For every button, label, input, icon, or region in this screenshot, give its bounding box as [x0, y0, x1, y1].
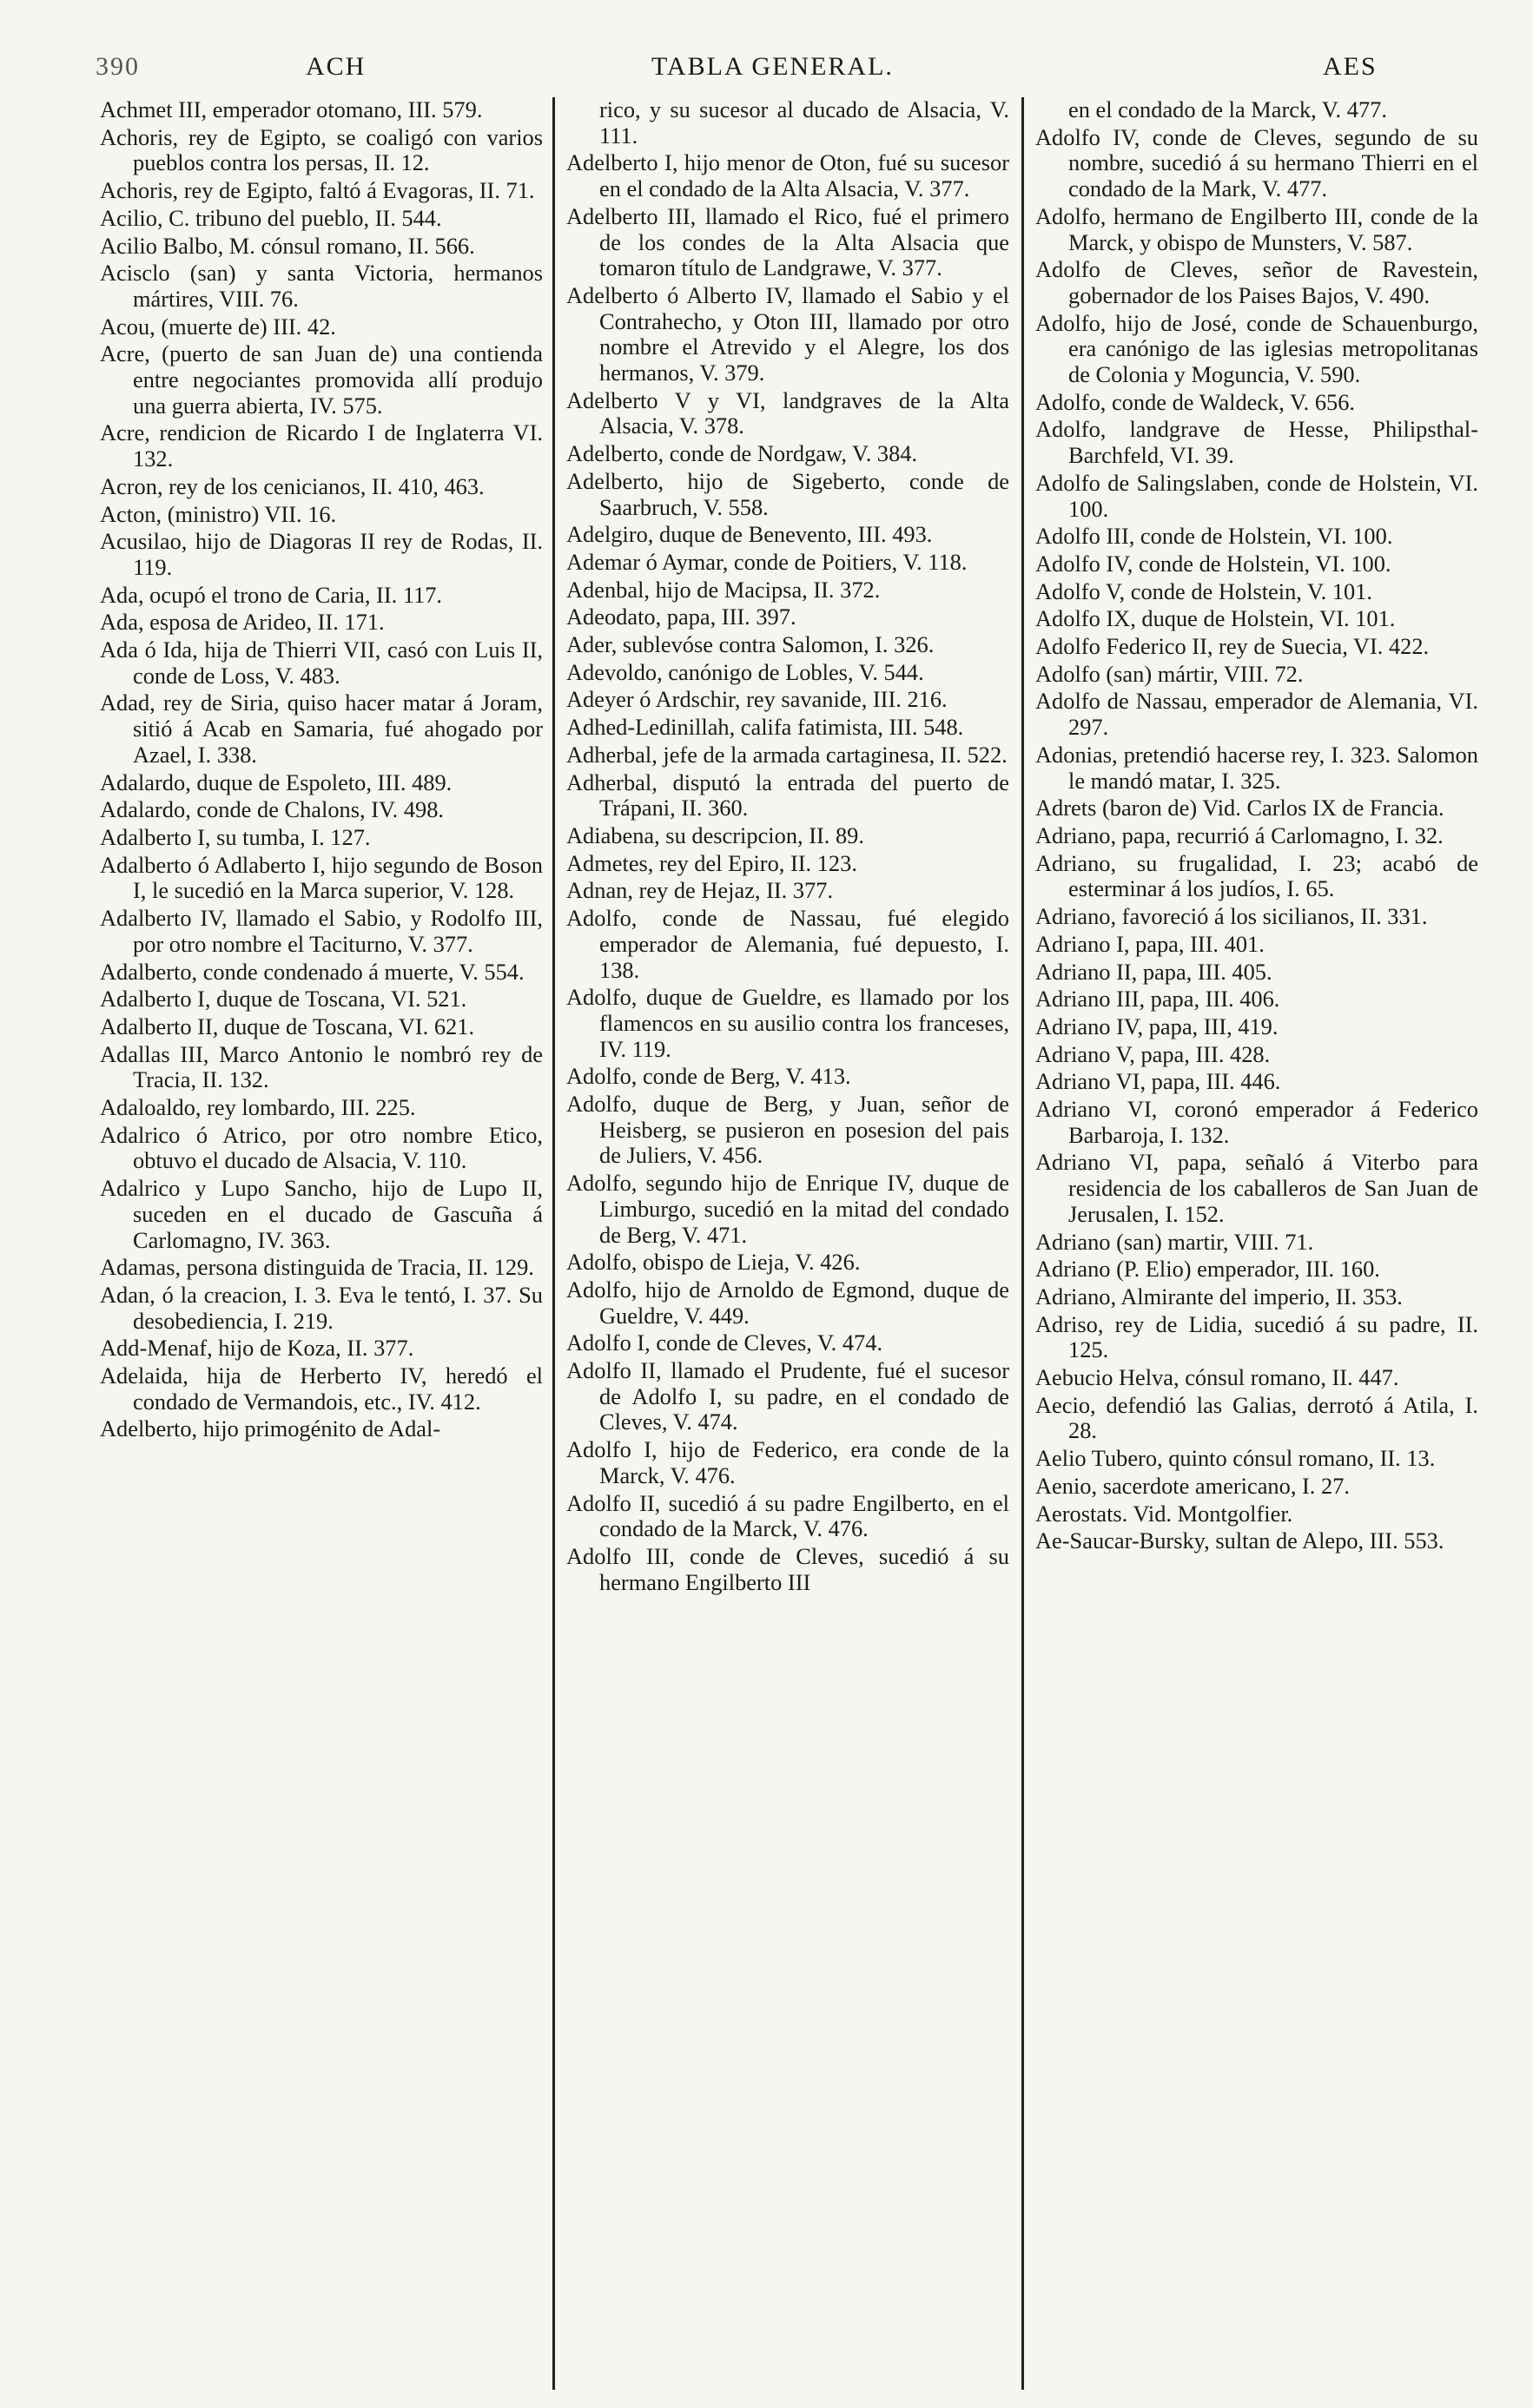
index-entry: Adolfo (san) mártir, VIII. 72. — [1035, 660, 1304, 687]
index-entry: Adriano III, papa, III. 406. — [1035, 986, 1280, 1013]
index-entry: Adriano V, papa, III. 428. — [1035, 1040, 1271, 1067]
index-entry: Achmet III, emperador otomano, III. 579. — [100, 96, 483, 122]
page-header — [96, 52, 1477, 96]
index-entry: Adrets (baron de) Vid. Carlos IX de Francia. — [1035, 795, 1444, 821]
index-entry: Adriano, su frugalidad, I. 23; acabó de esterminar á los judíos, I. 65. — [1035, 849, 1478, 902]
index-column-3 — [1035, 97, 1478, 1556]
column-divider — [552, 97, 555, 2390]
index-entry: Adolfo, hijo de José, conde de Schauenburgo, era canónigo de las iglesias metropolitanas de Colonia y Moguncia, V. 590. — [1035, 309, 1478, 388]
index-entry: Adalberto ó Adlaberto I, hijo segundo de Boson I, le sucedió en la Marca superior, V. 128. — [100, 851, 543, 904]
index-entry: Adriano, papa, recurrió á Carlomagno, I. 32. — [1035, 821, 1444, 848]
index-entry: Ada ó Ida, hija de Thierri VII, casó con Luis II, conde de Loss, V. 483. — [100, 637, 543, 689]
index-entry: Adiabena, su descripcion, II. 89. — [566, 821, 864, 848]
index-entry: Adallas III, Marco Antonio le nombró rey de Tracia, II. 132. — [100, 1040, 543, 1093]
index-entry: Adolfo I, conde de Cleves, V. 474. — [566, 1329, 883, 1356]
index-entry: Adolfo, obispo de Lieja, V. 426. — [566, 1249, 861, 1276]
index-entry: Adherbal, disputó la entrada del puerto de Trápani, II. 360. — [566, 769, 1009, 821]
index-entry: Aerostats. Vid. Montgolfier. — [1035, 1500, 1293, 1527]
index-entry: Acusilao, hijo de Diagoras II rey de Rodas, II. 119. — [100, 528, 543, 580]
index-entry: Acre, (puerto de san Juan de) una contienda entre negociantes promovida allí produjo una guerra abierta, IV. 575. — [100, 340, 543, 419]
index-entry: Achoris, rey de Egipto, faltó á Evagoras, II. 71. — [100, 177, 535, 204]
index-entry: Adriano VI, papa, señaló á Viterbo para residencia de los caballeros de San Juan de Jerusalen, I. 152. — [1035, 1149, 1478, 1227]
index-entry: Add-Menaf, hijo de Koza, II. 377. — [100, 1335, 414, 1362]
index-entry: Aebucio Helva, cónsul romano, II. 447. — [1035, 1364, 1399, 1391]
index-entry: Admetes, rey del Epiro, II. 123. — [566, 849, 857, 876]
index-entry: Adeyer ó Ardschir, rey savanide, III. 216. — [566, 686, 948, 713]
index-entry: Adeodato, papa, III. 397. — [566, 604, 796, 630]
index-entry: Ada, esposa de Arideo, II. 171. — [100, 609, 385, 636]
index-entry: Adolfo, segundo hijo de Enrique IV, duque de Limburgo, sucedió en la mitad del condado de Berg, V. 471. — [566, 1170, 1009, 1248]
index-entry: Adelberto III, llamado el Rico, fué el primero de los condes de la Alta Alsacia que tomaron título de Landgrawe, V. 377. — [566, 202, 1009, 281]
index-entry: Adolfo I, hijo de Federico, era conde de la Marck, V. 476. — [566, 1436, 1009, 1488]
index-entry: Adenbal, hijo de Macipsa, II. 372. — [566, 576, 881, 603]
index-entry: Adalberto IV, llamado el Sabio, y Rodolfo III, por otro nombre el Taciturno, V. 377. — [100, 905, 543, 957]
index-entry: Adaloaldo, rey lombardo, III. 225. — [100, 1094, 416, 1121]
index-entry: Acton, (ministro) VII. 16. — [100, 500, 337, 527]
index-entry: Ae-Saucar-Bursky, sultan de Alepo, III. 553. — [1035, 1527, 1444, 1554]
index-entry: Adolfo III, conde de Cleves, sucedió á su hermano Engilberto III — [566, 1542, 1009, 1595]
index-entry: Adriano (san) martir, VIII. 71. — [1035, 1228, 1314, 1255]
index-entry: Adolfo, duque de Berg, y Juan, señor de Heisberg, se pusieron en posesion del pais de Juliers, V. 456. — [566, 1091, 1009, 1169]
index-entry: Acisclo (san) y santa Victoria, hermanos mártires, VIII. 76. — [100, 260, 543, 312]
index-entry: Ademar ó Aymar, conde de Poitiers, V. 118. — [566, 548, 968, 575]
index-entry: Adriano II, papa, III. 405. — [1035, 958, 1272, 985]
index-entry: Adriano I, papa, III. 401. — [1035, 930, 1265, 957]
right-running-head: AES — [1323, 52, 1378, 81]
index-entry: Adriano IV, papa, III, 419. — [1035, 1013, 1279, 1039]
index-entry: Ader, sublevóse contra Salomon, I. 326. — [566, 631, 935, 658]
index-entry: Adherbal, jefe de la armada cartaginesa, II. 522. — [566, 741, 1008, 768]
index-entry: en el condado de la Marck, V. 477. — [1068, 96, 1387, 122]
index-entry: Adalberto, conde condenado á muerte, V. 554. — [100, 958, 525, 985]
index-entry: Adalrico y Lupo Sancho, hijo de Lupo II, suceden en el ducado de Gascuña á Carlomagno, IV. 363. — [100, 1175, 543, 1253]
index-entry: Adelberto V y VI, landgraves de la Alta Alsacia, V. 378. — [566, 386, 1009, 439]
index-entry: Adolfo, landgrave de Hesse, Philipsthal-Barchfeld, VI. 39. — [1035, 416, 1478, 469]
index-entry: Adalberto II, duque de Toscana, VI. 621. — [100, 1013, 475, 1039]
index-entry: Adolfo II, sucedió á su padre Engilberto, en el condado de la Marck, V. 476. — [566, 1489, 1009, 1542]
index-entry: Adolfo IV, conde de Holstein, VI. 100. — [1035, 550, 1391, 577]
index-entry: Adolfo, conde de Berg, V. 413. — [566, 1063, 851, 1090]
index-entry: Adhed-Ledinillah, califa fatimista, III. 548. — [566, 714, 964, 741]
index-entry: Acre, rendicion de Ricardo I de Inglaterra VI. 132. — [100, 419, 543, 472]
index-column-1 — [100, 97, 543, 1444]
index-entry: Adelberto, hijo primogénito de Adal- — [100, 1415, 441, 1442]
index-entry: Adolfo IV, conde de Cleves, segundo de su nombre, sucedió á su hermano Thierri en el condado de la Mark, V. 477. — [1035, 123, 1478, 202]
index-entry: Adolfo, conde de Nassau, fué elegido emperador de Alemania, fué depuesto, I. 138. — [566, 905, 1009, 983]
index-entry: Adalberto I, duque de Toscana, VI. 521. — [100, 986, 467, 1013]
index-entry: Adelaida, hija de Herberto IV, heredó el condado de Vermandois, etc., IV. 412. — [100, 1362, 543, 1415]
index-entry: Adan, ó la creacion, I. 3. Eva le tentó, I. 37. Su desobediencia, I. 219. — [100, 1281, 543, 1334]
index-entry: Acron, rey de los cenicianos, II. 410, 463. — [100, 472, 485, 499]
index-entry: Adriso, rey de Lidia, sucedió á su padre, II. 125. — [1035, 1310, 1478, 1363]
index-entry: Adalardo, duque de Espoleto, III. 489. — [100, 769, 453, 795]
left-running-head: ACH — [306, 52, 367, 81]
index-entry: Adalrico ó Atrico, por otro nombre Etico, obtuvo el ducado de Alsacia, V. 110. — [100, 1121, 543, 1174]
index-entry: Adolfo, conde de Waldeck, V. 656. — [1035, 388, 1356, 415]
index-column-2 — [566, 97, 1009, 1597]
index-entry: Adolfo, hijo de Arnoldo de Egmond, duque de Gueldre, V. 449. — [566, 1276, 1009, 1329]
index-entry: Adriano VI, coronó emperador á Federico Barbaroja, I. 132. — [1035, 1096, 1478, 1148]
index-entry: Adolfo V, conde de Holstein, V. 101. — [1035, 577, 1373, 604]
page-number: 390 — [96, 52, 140, 81]
index-entry: Adolfo, hermano de Engilberto III, conde de la Marck, y obispo de Munsters, V. 587. — [1035, 202, 1478, 255]
index-entry: Adriano, favoreció á los sicilianos, II. 331. — [1035, 903, 1428, 930]
column-divider — [1021, 97, 1024, 2390]
index-entry: Adriano (P. Elio) emperador, III. 160. — [1035, 1256, 1380, 1283]
index-entry: Adolfo Federico II, rey de Suecia, VI. 422. — [1035, 633, 1430, 660]
index-entry: Adriano, Almirante del imperio, II. 353. — [1035, 1283, 1403, 1310]
index-entry: Adolfo II, llamado el Prudente, fué el sucesor de Adolfo I, su padre, en el condado de Cleves, V. 474. — [566, 1357, 1009, 1435]
index-entry: Adriano VI, papa, III. 446. — [1035, 1068, 1281, 1095]
index-entry: Acilio Balbo, M. cónsul romano, II. 566. — [100, 232, 475, 259]
index-entry: Adelberto, conde de Nordgaw, V. 384. — [566, 440, 918, 467]
index-entry: Adamas, persona distinguida de Tracia, II. 129. — [100, 1254, 534, 1281]
index-entry: Adelberto I, hijo menor de Oton, fué su sucesor en el condado de la Alta Alsacia, V. 377. — [566, 149, 1009, 202]
index-entry: Acou, (muerte de) III. 42. — [100, 313, 336, 340]
index-entry: rico, y su sucesor al ducado de Alsacia, V. 111. — [599, 96, 1009, 148]
index-entry: Adalberto I, su tumba, I. 127. — [100, 823, 371, 850]
index-entry: Adolfo III, conde de Holstein, VI. 100. — [1035, 523, 1393, 550]
index-entry: Adolfo de Nassau, emperador de Alemania, VI. 297. — [1035, 688, 1478, 741]
index-entry: Adelberto ó Alberto IV, llamado el Sabio y el Contrahecho, y Oton III, llamado por otro nombre el Atrevido y el Alegre, los dos hermanos, V. 379. — [566, 281, 1009, 386]
index-entry: Adolfo IX, duque de Holstein, VI. 101. — [1035, 605, 1396, 632]
index-entry: Adolfo, duque de Gueldre, es llamado por los flamencos en su ausilio contra los franceses, IV. 119. — [566, 984, 1009, 1062]
index-entry: Ada, ocupó el trono de Caria, II. 117. — [100, 581, 443, 608]
page-title: TABLA GENERAL. — [651, 52, 894, 81]
index-entry: Adolfo de Salingslaben, conde de Holstein, VI. 100. — [1035, 469, 1478, 522]
index-entry: Adnan, rey de Hejaz, II. 377. — [566, 877, 834, 904]
index-entry: Adelberto, hijo de Sigeberto, conde de Saarbruch, V. 558. — [566, 467, 1009, 520]
index-entry: Adalardo, conde de Chalons, IV. 498. — [100, 796, 445, 823]
index-entry: Adevoldo, canónigo de Lobles, V. 544. — [566, 658, 924, 685]
index-entry: Adonias, pretendió hacerse rey, I. 323. Salomon le mandó matar, I. 325. — [1035, 741, 1478, 794]
index-entry: Aelio Tubero, quinto cónsul romano, II. 13. — [1035, 1445, 1436, 1472]
index-entry: Achoris, rey de Egipto, se coaligó con varios pueblos contra los persas, II. 12. — [100, 123, 543, 176]
index-entry: Aenio, sacerdote americano, I. 27. — [1035, 1472, 1350, 1499]
index-entry: Aecio, defendió las Galias, derrotó á Atila, I. 28. — [1035, 1391, 1478, 1444]
index-entry: Adolfo de Cleves, señor de Ravestein, gobernador de los Paises Bajos, V. 490. — [1035, 256, 1478, 308]
index-entry: Adad, rey de Siria, quiso hacer matar á Joram, sitió á Acab en Samaria, fué ahogado por Azael, I. 338. — [100, 689, 543, 768]
index-entry: Acilio, C. tribuno del pueblo, II. 544. — [100, 204, 442, 231]
index-entry: Adelgiro, duque de Benevento, III. 493. — [566, 521, 933, 548]
